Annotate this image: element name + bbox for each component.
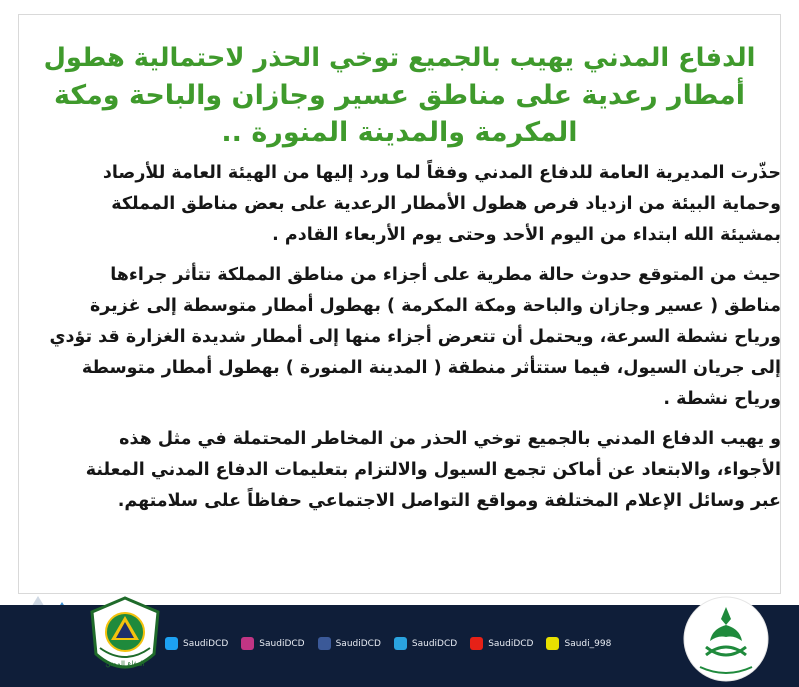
instagram-icon [241, 637, 254, 650]
social-handle: SaudiDCD [335, 638, 381, 649]
facebook-icon [318, 637, 331, 650]
social-link-youtube[interactable] [470, 637, 533, 650]
social-link-telegram[interactable] [394, 637, 457, 650]
headline-line: أمطار رعدية على مناطق عسير وجازان والباحة ومكة [54, 80, 745, 111]
headline [40, 40, 759, 151]
saudi-emblem [682, 595, 770, 683]
paragraph-line: مناطق ( عسير وجازان والباحة ومكة المكرمة ) بهطول أمطار متوسطة إلى غزيرة [89, 296, 781, 316]
paragraph-line: إلى جريان السيول، فيما ستتأثر منطقة ( المدينة المنورة ) بهطول أمطار متوسطة [81, 358, 781, 378]
paragraph-1 [18, 158, 781, 251]
social-handle: SaudiDCD [488, 638, 534, 649]
social-handle: SaudiDCD [183, 638, 229, 649]
paragraph-line: ورياح نشطة . [663, 389, 781, 409]
paragraph-spacer [18, 415, 781, 424]
paragraph-3 [18, 424, 781, 517]
paragraph-spacer [18, 251, 781, 260]
paragraph-line: و يهيب الدفاع المدني بالجميع توخي الحذر من المخاطر المحتملة في مثل هذه [119, 429, 781, 449]
social-link-twitter[interactable] [165, 637, 228, 650]
social-link-snapchat[interactable] [546, 637, 611, 650]
paragraph-line: عبر وسائل الإعلام المختلفة ومواقع التواصل الاجتماعي حفاظاً على سلامتهم. [117, 491, 781, 511]
youtube-icon [470, 637, 483, 650]
headline-line: الدفاع المدني يهيب بالجميع توخي الحذر لاحتمالية هطول [43, 43, 756, 73]
paragraph-line: حيث من المتوقع حدوث حالة مطرية على أجزاء من مناطق المملكة تتأثر جراءها [110, 265, 781, 285]
social-link-facebook[interactable] [318, 637, 381, 650]
civil-defense-emblem [88, 596, 162, 682]
headline-line: المكرمة والمدينة المنورة .. [221, 117, 578, 148]
paragraph-line: وحماية البيئة من ازدياد فرص هطول الأمطار الرعدية على بعض مناطق المملكة [111, 194, 781, 214]
twitter-icon [165, 637, 178, 650]
paragraph-line: حذّرت المديرية العامة للدفاع المدني وفقاً لما ورد إليها من الهيئة العامة للأرصاد [102, 163, 781, 183]
paragraph-line: بمشيئة الله ابتداء من اليوم الأحد وحتى يوم الأربعاء القادم . [272, 225, 781, 245]
telegram-icon [394, 637, 407, 650]
social-links [165, 637, 611, 650]
paragraph-2 [18, 260, 781, 415]
social-handle: SaudiDCD [259, 638, 305, 649]
snapchat-icon [546, 637, 559, 650]
social-handle: Saudi_998 [564, 638, 612, 649]
paragraph-line: الأجواء، والابتعاد عن أماكن تجمع السيول والالتزام بتعليمات الدفاع المدني المعلنة [85, 460, 781, 480]
paragraph-line: ورياح نشطة السرعة، ويحتمل أن تتعرض أجزاء منها إلى أمطار شديدة الغزارة قد تؤدي [49, 327, 781, 347]
social-handle: SaudiDCD [411, 638, 458, 649]
social-link-instagram[interactable] [241, 637, 304, 650]
emblem-caption: الدفاع المدني [105, 660, 145, 668]
article-body [18, 158, 781, 517]
